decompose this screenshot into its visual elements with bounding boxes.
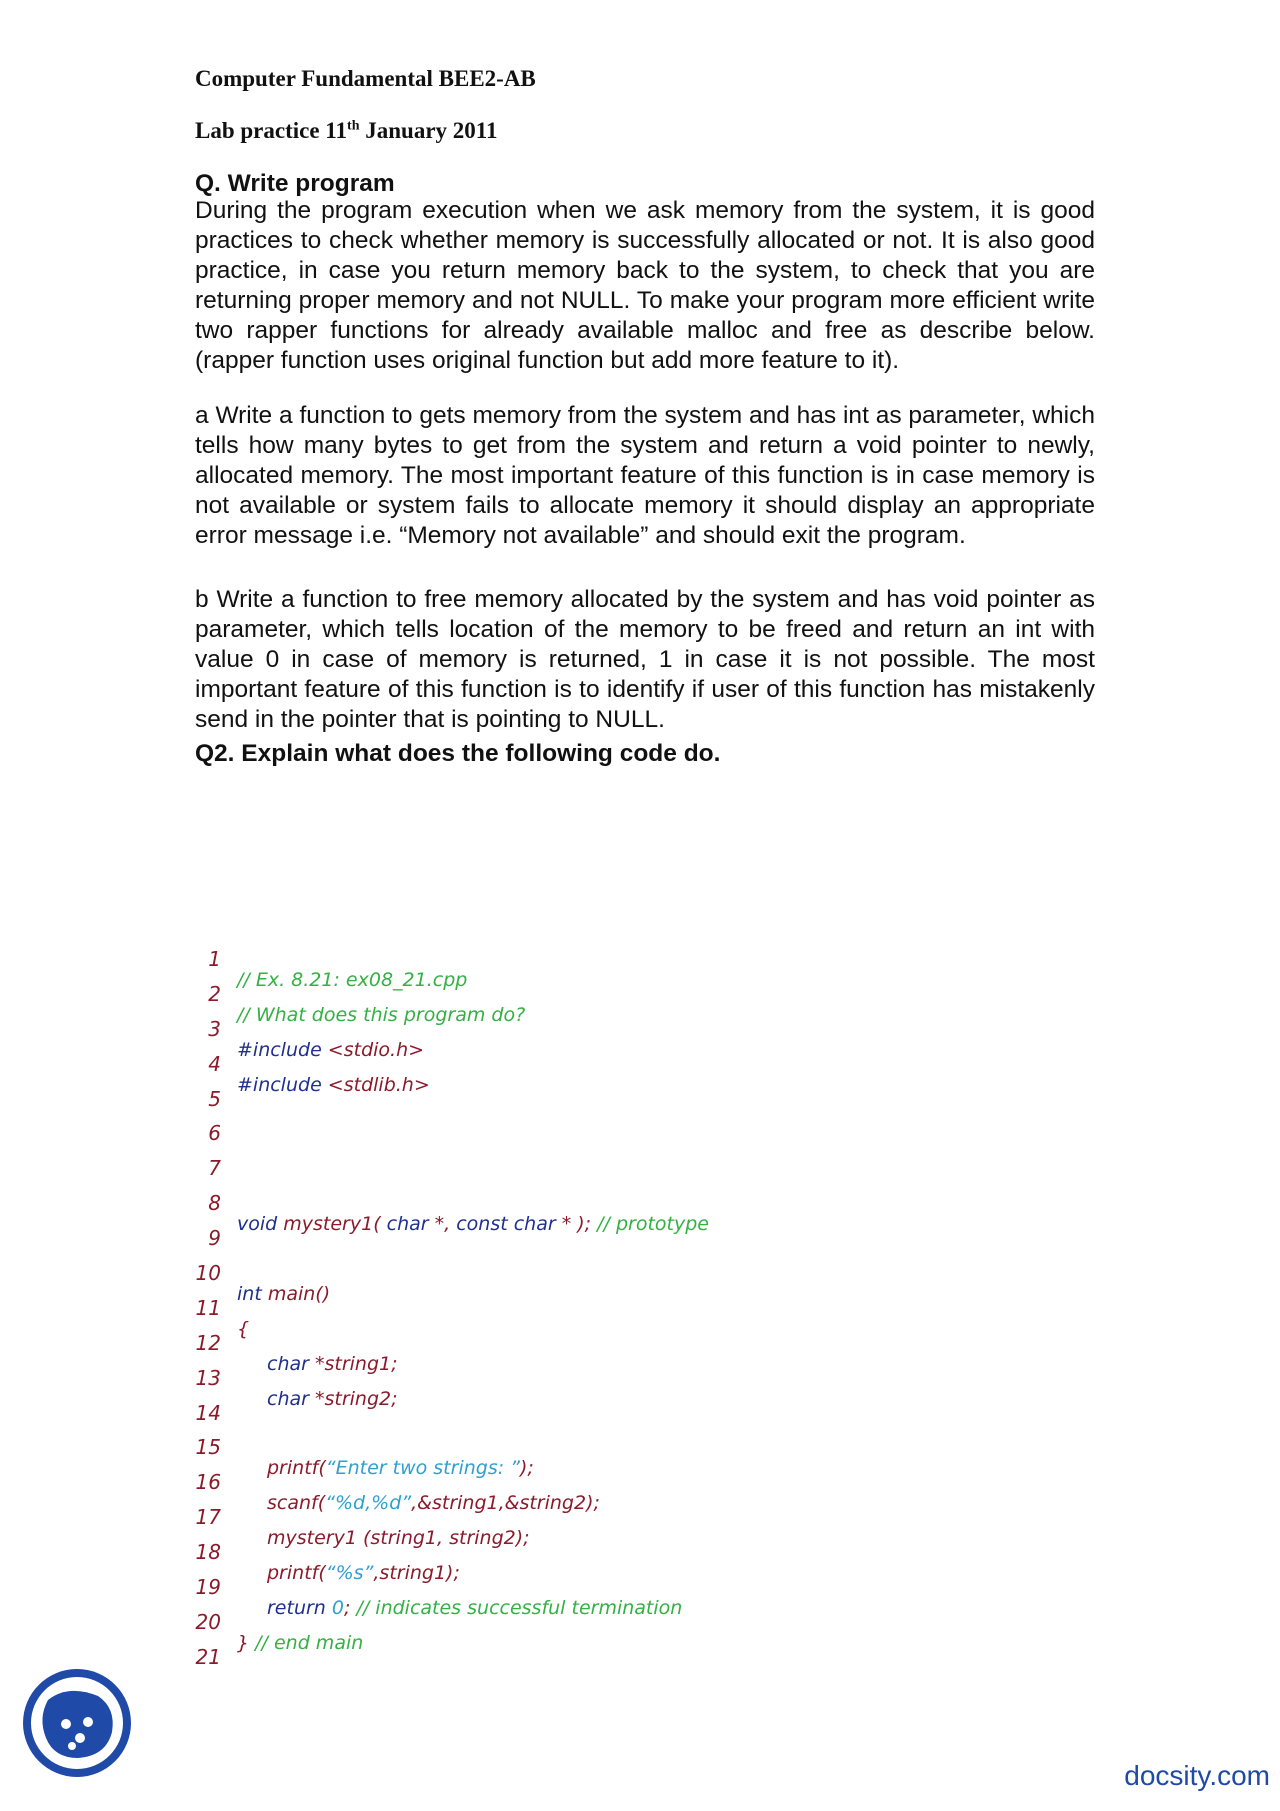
line-number: 6	[208, 1121, 221, 1146]
code-line-3	[195, 995, 1095, 1061]
code-line-6	[195, 1099, 1095, 1146]
logo-dot	[75, 1733, 85, 1743]
code-comment: // end main	[249, 1631, 364, 1654]
docsity-brand-link[interactable]: docsity.com	[1124, 1760, 1270, 1791]
q1-title: Q. Write program	[195, 170, 395, 197]
code-line-11	[195, 1274, 1095, 1340]
q1-part-b: b Write a function to free memory allocated by the system and has void pointer as parameter, which tells location of the memory to be freed and return an int with value 0 in case of memory is returned, 1 in case it is not possible. The most important feature of this function is to identify if user of this function has mistakenly send in the pointer that is pointing to NULL.	[195, 586, 1095, 733]
code-line-9	[195, 1204, 1095, 1251]
code-line-20	[195, 1588, 1095, 1654]
line-number: 15	[195, 1435, 221, 1460]
line-number: 14	[195, 1400, 221, 1425]
code-keyword: int	[237, 1283, 262, 1306]
code-plain: {	[237, 1317, 250, 1340]
code-plain: ;	[344, 1597, 357, 1620]
line-number: 20	[195, 1609, 221, 1634]
line-number: 12	[195, 1330, 221, 1355]
code-plain: *string2;	[308, 1387, 398, 1410]
code-plain: }	[237, 1631, 250, 1654]
logo-dot	[68, 1742, 76, 1750]
line-number: 13	[195, 1365, 221, 1390]
code-number: 0	[325, 1597, 344, 1620]
code-line-18	[195, 1518, 1095, 1585]
line-number: 1	[208, 947, 221, 971]
code-plain: ,&string1,&string2);	[411, 1492, 600, 1515]
code-plain: );	[520, 1457, 534, 1480]
code-line-10	[195, 1239, 1095, 1306]
code-comment: // indicates successful termination	[356, 1597, 683, 1620]
logo-dot	[83, 1717, 93, 1727]
code-line-14	[195, 1379, 1095, 1425]
code-line-7	[195, 1134, 1095, 1181]
code-line-13	[195, 1344, 1095, 1410]
logo-blob	[42, 1691, 112, 1758]
code-plain: * );	[555, 1213, 598, 1236]
line-number: 4	[208, 1051, 221, 1076]
line-number: 18	[195, 1540, 221, 1565]
line-number: 11	[195, 1295, 221, 1320]
line-number: 19	[195, 1575, 221, 1600]
course-title: Computer Fundamental BEE2-AB	[195, 66, 536, 91]
code-line-5	[195, 1065, 1095, 1111]
line-number: 2	[208, 981, 221, 1006]
lab-sup: th	[347, 118, 360, 134]
code-keyword: char	[267, 1352, 309, 1375]
line-number: 16	[195, 1470, 221, 1495]
code-keyword: char	[267, 1387, 309, 1410]
code-keyword: return	[267, 1597, 326, 1620]
code-comment: // What does this program do?	[237, 1003, 526, 1026]
code-listing	[195, 925, 1095, 1669]
code-keyword: void	[237, 1213, 278, 1236]
code-plain: *,	[428, 1213, 457, 1236]
code-line-8	[195, 1169, 1095, 1236]
code-comment: // prototype	[597, 1213, 709, 1236]
code-line-2	[195, 960, 1095, 1026]
code-keyword: const char	[456, 1213, 556, 1236]
code-plain: mystery1 (string1, string2);	[267, 1527, 530, 1550]
code-line-1	[195, 925, 1095, 991]
code-line-17	[195, 1483, 1095, 1550]
lab-prefix: Lab practice 11	[195, 118, 348, 143]
q1-part-a: a Write a function to gets memory from the system and has int as parameter, which tells how many bytes to get from the system and return a void pointer to newly, allocated memory. The most important feature of this function is in case memory is not available or system fails to allocate memory it should display an appropriate error message i.e. “Memory not available” and should exit the program.	[195, 402, 1095, 549]
code-line-4	[195, 1030, 1095, 1096]
code-string: “Enter two strings: ”	[325, 1457, 521, 1480]
line-number: 3	[208, 1016, 221, 1041]
code-keyword: #include	[237, 1038, 322, 1061]
line-number: 5	[208, 1086, 221, 1111]
code-comment: // Ex. 8.21: ex08_21.cpp	[237, 969, 468, 991]
code-plain: <stdlib.h>	[321, 1073, 430, 1096]
lab-suffix: January 2011	[359, 118, 498, 143]
code-plain: ,string1);	[373, 1562, 460, 1585]
code-plain: main()	[261, 1283, 331, 1306]
line-number: 8	[208, 1191, 221, 1216]
docsity-logo-icon[interactable]	[20, 1666, 134, 1780]
lab-date	[195, 118, 498, 144]
line-number: 9	[208, 1226, 221, 1251]
code-plain: printf(	[267, 1562, 326, 1585]
code-plain: printf(	[267, 1457, 326, 1480]
line-number: 7	[208, 1156, 221, 1181]
q2-title: Q2. Explain what does the following code do.	[195, 740, 721, 767]
q1-intro: During the program execution when we ask memory from the system, it is good practices to check whether memory is successfully allocated or not. It is also good practice, in case you return memory back to the system, to check that you are returning proper memory and not NULL. To make your program more efficient write two rapper functions for already available malloc and free as describe below. (rapper function uses original function but add more feature to it).	[195, 197, 1095, 374]
code-string: “%s”	[325, 1562, 374, 1585]
line-number: 17	[195, 1505, 221, 1530]
code-line-15	[195, 1413, 1095, 1480]
code-keyword: #include	[237, 1073, 322, 1096]
code-line-21	[195, 1623, 1095, 1669]
code-plain: scanf(	[267, 1492, 326, 1515]
code-line-16	[195, 1448, 1095, 1515]
code-plain: *string1;	[308, 1352, 398, 1375]
code-line-12	[195, 1309, 1095, 1375]
code-string: “%d,%d”	[325, 1492, 412, 1515]
code-keyword: char	[386, 1213, 429, 1236]
code-plain: <stdio.h>	[321, 1038, 425, 1061]
line-number: 10	[195, 1261, 221, 1286]
line-number: 21	[195, 1644, 221, 1669]
code-line-19	[195, 1553, 1095, 1620]
code-plain: mystery1(	[277, 1213, 387, 1236]
logo-dot	[61, 1719, 71, 1729]
